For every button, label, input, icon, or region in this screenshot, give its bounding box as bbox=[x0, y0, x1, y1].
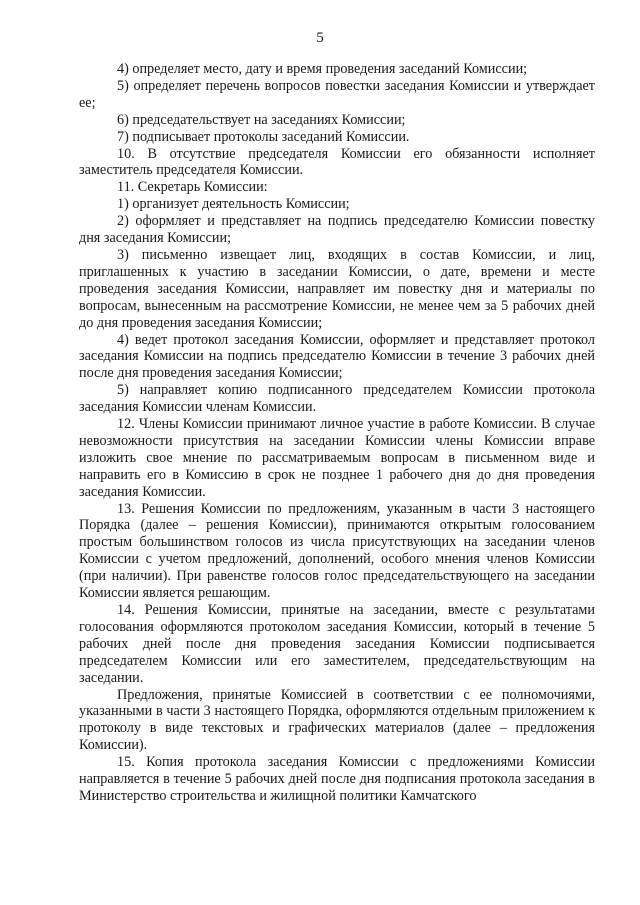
paragraph: 5) направляет копию подписанного председателем Комиссии протокола заседания Комиссии членам Комиссии. bbox=[79, 382, 595, 416]
paragraph: 15. Копия протокола заседания Комиссии с предложениями Комиссии направляется в течение 5 рабочих дней после дня подписания протокола заседания в Министерство строительства и жилищной политики Камчатского bbox=[79, 754, 595, 804]
paragraph: 7) подписывает протоколы заседаний Комиссии. bbox=[117, 128, 410, 145]
paragraph: 11. Секретарь Комиссии: bbox=[117, 179, 268, 196]
paragraph: 2) оформляет и представляет на подпись председателю Комиссии повестку дня заседания Комиссии; bbox=[79, 213, 595, 247]
paragraph: 12. Члены Комиссии принимают личное участие в работе Комиссии. В случае невозможности присутствия на заседании Комиссии члены Комиссии вправе изложить свое мнение по рассматриваемым вопросам в письменном виде и направить его в Комиссию в срок не позднее 1 рабочего дня до дня проведения заседания Комиссии. bbox=[79, 416, 595, 500]
page-number: 5 bbox=[316, 30, 324, 46]
paragraph: 10. В отсутствие председателя Комиссии его обязанности исполняет заместитель председателя Комиссии. bbox=[79, 145, 595, 179]
paragraph: 4) ведет протокол заседания Комиссии, оформляет и представляет протокол заседания Комиссии на подпись председателю Комиссии в течение 3 рабочих дней после дня проведения заседания Комиссии; bbox=[79, 331, 595, 382]
paragraph: 13. Решения Комиссии по предложениям, указанным в части 3 настоящего Порядка (далее – решения Комиссии), принимаются открытым голосованием простым большинством голосов из числа присутствующих на заседании членов Комиссии с учетом предложений, дополнений, особого мнения членов Комиссии (при наличии). При равенстве голосов голос председательствующего на заседании Комиссии является решающим. bbox=[79, 500, 595, 602]
paragraph: 5) определяет перечень вопросов повестки заседания Комиссии и утверждает ее; bbox=[79, 77, 595, 111]
paragraph: 4) определяет место, дату и время проведения заседаний Комиссии; bbox=[117, 61, 528, 77]
paragraph: 6) председательствует на заседаниях Комиссии; bbox=[117, 111, 406, 128]
paragraph: Предложения, принятые Комиссией в соответствии с ее полномочиями, указанными в части 3 настоящего Порядка, оформляются отдельным приложением к протоколу в виде текстовых и графических материалов (далее – предложения Комиссии). bbox=[79, 686, 595, 754]
paragraph: 1) организует деятельность Комиссии; bbox=[117, 196, 350, 213]
paragraph: 14. Решения Комиссии, принятые на заседании, вместе с результатами голосования оформляются протоколом заседания Комиссии, который в течение 5 рабочих дней после дня проведения заседания Комиссии подписывается председателем Комиссии или его заместителем, председательствующим на заседании. bbox=[79, 602, 595, 686]
document-body bbox=[79, 61, 595, 805]
paragraph: 3) письменно извещает лиц, входящих в состав Комиссии, и лиц, приглашенных к участию в заседании Комиссии, о дате, времени и месте проведения заседания Комиссии, направляет им повестку дня и материалы по вопросам, вынесенным на рассмотрение Комиссии, не менее чем за 5 рабочих дней до дня проведения заседания Комиссии; bbox=[79, 246, 595, 331]
